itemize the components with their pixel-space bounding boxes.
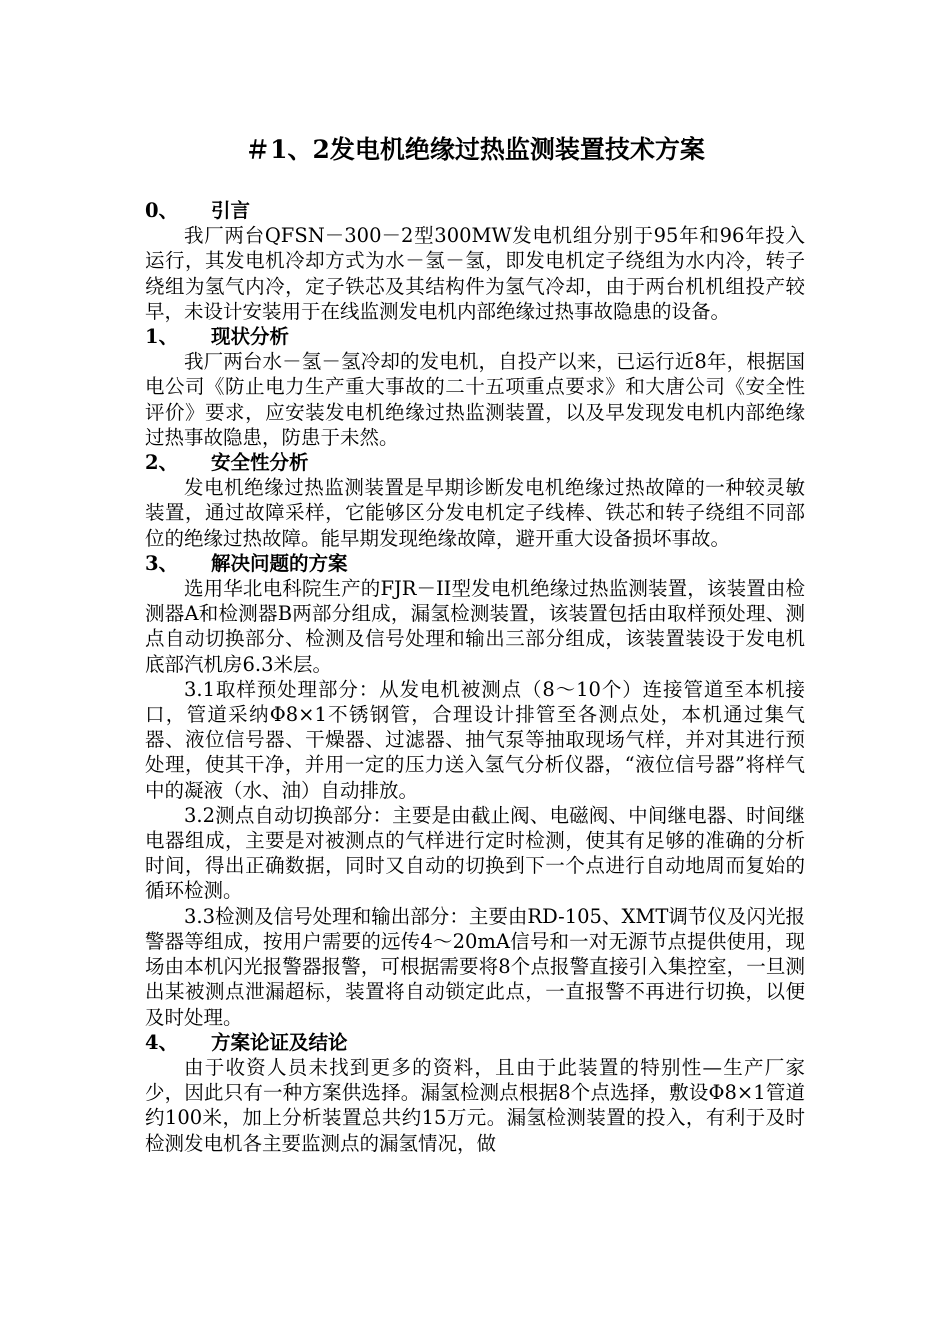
- document-body: [145, 198, 805, 1156]
- section-number: 3、: [145, 551, 179, 575]
- document-title: ＃1、2发电机绝缘过热监测装置技术方案: [245, 135, 705, 164]
- section-number: 4、: [145, 1030, 179, 1054]
- section-0-introduction: [145, 198, 805, 324]
- paragraph: 3.1取样预处理部分：从发电机被测点（8～10个）连接管道至本机接口，管道采纳Φ8×1不锈钢管，合理设计排管至各测点处，本机通过集气器、液位信号器、干燥器、过滤器、抽气泵等抽取现场气样，并对其进行预处理，使其干净，并用一定的压力送入氢气分析仪器，“液位信号器”将样气中的凝液（水、油）自动排放。: [145, 677, 805, 802]
- section-number: 2、: [145, 451, 179, 475]
- section-number: 0、: [145, 199, 179, 222]
- section-heading: [145, 198, 805, 223]
- section-4-conclusion: [145, 1030, 805, 1156]
- paragraph: 由于收资人员未找到更多的资料，且由于此装置的特别性—生产厂家少，因此只有一种方案供选择。漏氢检测点根据8个点选择，敷设Φ8×1管道约100米，加上分析装置总共约15万元。漏氢检测装置的投入，有利于及时检测发电机各主要监测点的漏氢情况，做: [145, 1055, 805, 1155]
- section-heading: [145, 1030, 805, 1055]
- section-title: 引言: [211, 199, 251, 222]
- section-heading: [145, 324, 805, 349]
- section-2-safety-analysis: [145, 450, 805, 551]
- section-title: 解决问题的方案: [211, 551, 348, 575]
- paragraph: 3.2测点自动切换部分：主要是由截止阀、电磁阀、中间继电器、时间继电器组成，主要是对被测点的气样进行定时检测，使其有足够的准确的分析时间，得出正确数据，同时又自动的切换到下一个点进行自动地周而复始的循环检测。: [145, 803, 805, 903]
- paragraph: 3.3检测及信号处理和输出部分：主要由RD-105、XMT调节仪及闪光报警器等组成，按用户需要的远传4～20mA信号和一对无源节点提供使用，现场由本机闪光报警器报警，可根据需要将8个点报警直接引入集控室，一旦测出某被测点泄漏超标，装置将自动锁定此点，一直报警不再进行切换，以便及时处理。: [145, 904, 805, 1029]
- paragraph: 选用华北电科院生产的FJR－II型发电机绝缘过热监测装置，该装置由检测器A和检测器B两部分组成，漏氢检测装置，该装置包括由取样预处理、测点自动切换部分、检测及信号处理和输出三部分组成，该装置装设于发电机底部汽机房6.3米层。: [145, 577, 805, 676]
- section-heading: [145, 551, 805, 576]
- paragraph: 发电机绝缘过热监测装置是早期诊断发电机绝缘过热故障的一种较灵敏装置，通过故障采样，它能够区分发电机定子线棒、铁芯和转子绕组不同部位的绝缘过热故障。能早期发现绝缘故障，避开重大设备损坏事故。: [145, 476, 805, 550]
- section-number: 1、: [145, 325, 179, 349]
- section-3-solution: [145, 551, 805, 1030]
- section-1-status-analysis: [145, 324, 805, 450]
- paragraph: 我厂两台QFSN－300－2型300MW发电机组分别于95年和96年投入运行，其发电机冷却方式为水－氢－氢，即发电机定子绕组为水内冷，转子绕组为氢气内冷，定子铁芯及其结构件为氢气冷却，由于两台机机组投产较早，未设计安装用于在线监测发电机内部绝缘过热事故隐患的设备。: [145, 224, 805, 323]
- section-title: 安全性分析: [211, 451, 309, 475]
- section-heading: [145, 450, 805, 475]
- section-title: 方案论证及结论: [211, 1030, 348, 1054]
- paragraph: 我厂两台水－氢－氢冷却的发电机，自投产以来，已运行近8年，根据国电公司《防止电力生产重大事故的二十五项重点要求》和大唐公司《安全性评价》要求，应安装发电机绝缘过热监测装置，以及早发现发电机内部绝缘过热事故隐患，防患于未然。: [145, 350, 805, 449]
- section-title: 现状分析: [211, 325, 290, 349]
